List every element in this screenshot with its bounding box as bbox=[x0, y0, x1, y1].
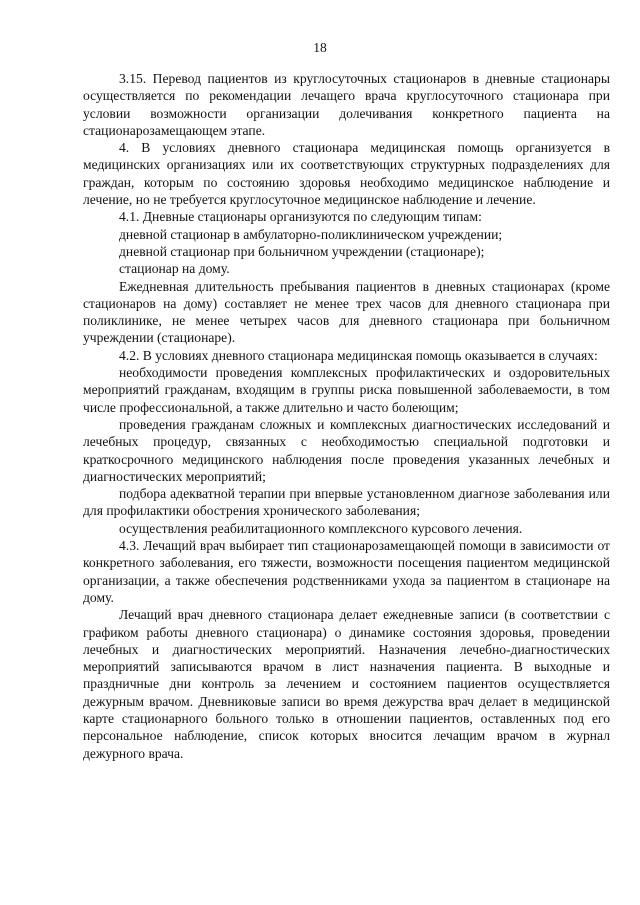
paragraph-4-1: 4.1. Дневные стационары организуются по следующим типам: bbox=[119, 209, 482, 225]
paragraph-duration: Ежедневная длительность пребывания пациентов в дневных стационарах (кроме стационаров на дому) составляет не менее трех часов для дневного стационара при поликлинике, не менее четырех часов для дневного стационара при больничном учреждении (стационаре). bbox=[83, 278, 610, 346]
paragraph-4-2: 4.2. В условиях дневного стационара медицинская помощь оказывается в случаях: bbox=[119, 347, 598, 363]
list-item-therapy: подбора адекватной терапии при впервые установленном диагнозе заболевания или для профилактики обострения хронического заболевания; bbox=[83, 486, 610, 519]
list-item-prevention: необходимости проведения комплексных профилактических и оздоровительных мероприятий гражданам, входящим в группы риска повышенной заболеваемости, в том числе профессиональной, а также длительно и часто болеющим; bbox=[83, 365, 610, 415]
paragraph-records: Лечащий врач дневного стационара делает ежедневные записи (в соответствии с графиком работы дневного стационара) о динамике состояния здоровья, проведении лечебных и диагностических мероприятий. Назначения лечебно-диагностических мероприятий записываются врачом в лист назначения пациента. В выходные и праздничные дни контроль за лечением и состоянием пациентов осуществляется дежурным врачом. Дневниковые записи во время дежурства врач делает в медицинской карте стационарного больного только в отношении пациентов, оставленных под его персональное наблюдение, список которых вносится лечащим врачом в журнал дежурного врача. bbox=[83, 607, 610, 761]
document-body bbox=[83, 70, 610, 762]
list-item-diagnostics: проведения гражданам сложных и комплексных диагностических исследований и лечебных процедур, связанных с необходимостью специальной подготовки и краткосрочного медицинского наблюдения после проведения указанных лечебных и диагностических мероприятий; bbox=[83, 416, 610, 484]
list-item-ambulatory: дневной стационар в амбулаторно-поликлиническом учреждении; bbox=[119, 226, 503, 242]
paragraph-4: 4. В условиях дневного стационара медицинская помощь организуется в медицинских организациях или их соответствующих структурных подразделениях для граждан, которым по состоянию здоровья необходимо медицинское наблюдение и лечение, но не требуется круглосуточное медицинское наблюдение и лечение. bbox=[83, 140, 610, 208]
paragraph-4-3: 4.3. Лечащий врач выбирает тип стационарозамещающей помощи в зависимости от конкретного заболевания, его тяжести, возможности посещения пациентом медицинской организации, а также обеспечения родственниками ухода за пациентом в стационаре на дому. bbox=[83, 538, 610, 605]
paragraph-3-15: 3.15. Перевод пациентов из круглосуточных стационаров в дневные стационары осуществляется по рекомендации лечащего врача круглосуточного стационара при условии возможности организации долечивания конкретного пациента на стационарозамещающем этапе. bbox=[83, 71, 610, 138]
list-item-rehabilitation: осуществления реабилитационного комплексного курсового лечения. bbox=[119, 520, 523, 536]
list-item-home: стационар на дому. bbox=[119, 261, 230, 277]
list-item-hospital: дневной стационар при больничном учреждении (стационаре); bbox=[119, 243, 485, 259]
page-number: 18 bbox=[313, 40, 327, 55]
